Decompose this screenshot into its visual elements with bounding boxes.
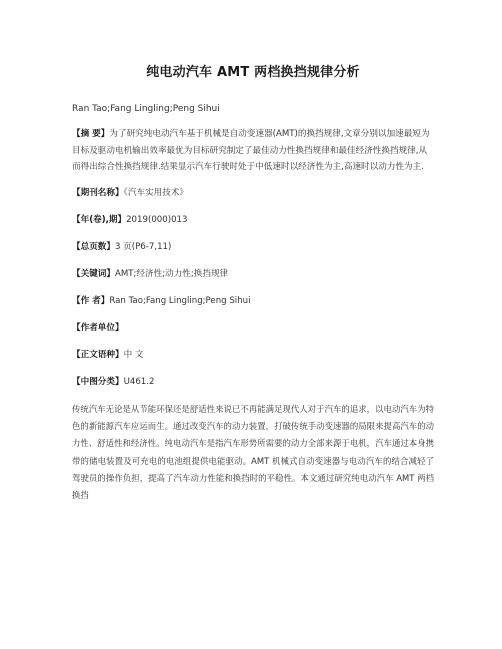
abstract-field [72,126,434,176]
year-issue-value: 2019(000)013 [126,214,188,225]
classification-label: 【中图分类】 [72,376,124,387]
author-value: Ran Tao;Fang Lingling;Peng Sihui [109,295,251,306]
affiliation-field [72,320,434,336]
pages-field [72,239,434,255]
affiliation-label: 【作者单位】 [72,322,124,333]
classification-value: U461.2 [123,376,155,387]
classification-field [72,374,434,390]
author-label: 【作 者】 [72,295,110,306]
year-issue-field [72,212,434,228]
journal-field [72,185,434,201]
abstract-text: 为了研究纯电动汽车基于机械是自动变速器(AMT)的换挡规律,文章分别以加速最短为目标及驱动电机输出效率最优为目标研究制定了最佳动力性换挡规律和最佳经济性换挡规律,从而得出综合性换挡规律.结果显示汽车行驶时处于中低速时以经济性为主,高速时以动力性为主. [72,129,430,173]
year-issue-label: 【年(卷),期】 [72,214,127,225]
pages-value: 3 页(P6-7,11) [114,241,172,252]
keywords-label: 【关键词】 [72,268,115,279]
paper-authors: Ran Tao;Fang Lingling;Peng Sihui [72,104,220,114]
paper-title: 纯电动汽车 AMT 两档换挡规律分析 [146,65,360,80]
journal-label: 【期刊名称】 [72,187,124,198]
keywords-field [72,266,434,282]
abstract-label: 【摘 要】 [72,129,110,139]
author-field [72,293,434,309]
language-value: 中 文 [123,349,144,360]
keywords-value: AMT;经济性;动力性;换挡规律 [114,268,229,279]
body-paragraph: 传统汽车无论是从节能环保还是舒适性来说已不再能满足现代人对于汽车的追求，以电动汽车为特色的新能源汽车应运而生。通过改变汽车的动力装置，打破传统手动变速器的局限来提高汽车的动力性、舒适性和经济性。纯电动汽车是指汽车形势所需要的动力全部来源于电机，汽车通过本身携带的储电装置及可充电的电池组提供电能驱动。AMT 机械式自动变速器与电动汽车的结合减轻了驾驶员的操作负担，提高了汽车动力性能和换挡时的平稳性。本文通过研究纯电动汽车 AMT 两档换挡 [72,403,434,501]
language-label: 【正文语种】 [72,349,124,360]
pages-label: 【总页数】 [72,241,115,252]
language-field [72,347,434,363]
journal-value: 《汽车实用技术》 [123,187,189,198]
